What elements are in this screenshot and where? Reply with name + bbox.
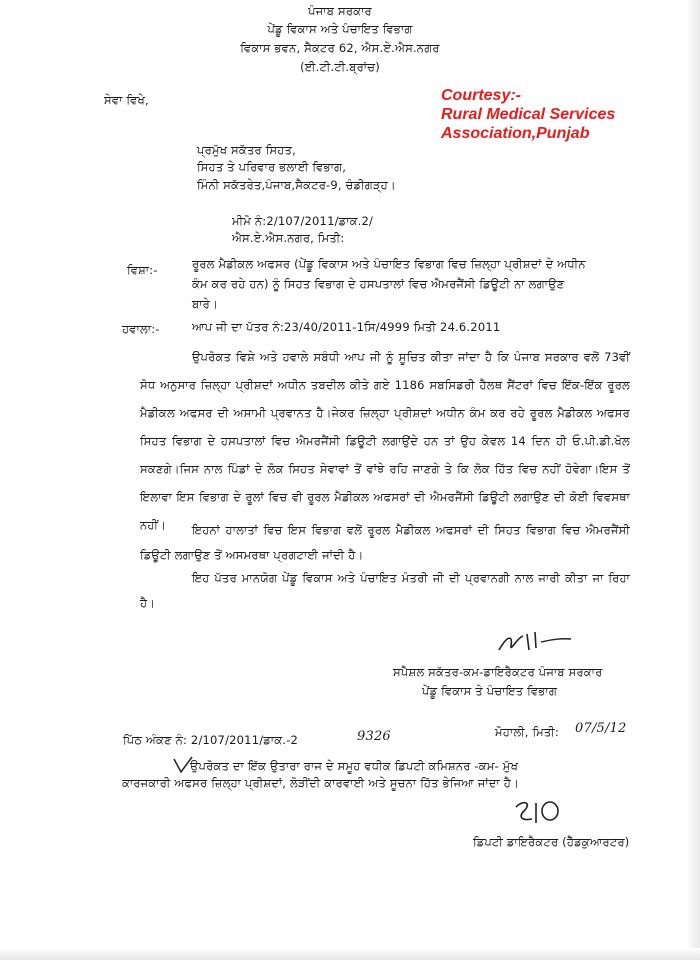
addressee-line1: ਪ੍ਰਮੁੱਖ ਸਕੱਤਰ ਸਿਹਤ, [197,143,296,157]
deputy-director-designation: ਡਿਪਟੀ ਡਾਇਰੈਕਟਰ (ਹੈੱਡਕੁਆਰਟਰ) [473,835,630,849]
courtesy-org-line2: Association,Punjab [441,125,590,142]
salutation: ਸੇਵਾ ਵਿਖੇ, [104,93,149,107]
endorsement-handwritten-date: 07/5/12 [575,721,627,736]
memo-number: ਮੀਮੋ ਨੰ:2/107/2011/ਡਾਕ.2/ [232,214,374,228]
memo-place-date: ਐਸ.ਏ.ਐਸ.ਨਗਰ, ਮਿਤੀ: [232,231,345,245]
endorsement-line1: ਉਪਰੋਕਤ ਦਾ ਇੱਕ ਉਤਾਰਾ ਰਾਜ ਦੇ ਸਮੂਹ ਵਧੀਕ ਡਿਪਟੀ ਕਮਿਸ਼ਨਰ -ਕਮ- ਮੁੱਖ [190,759,519,773]
header-address: ਵਿਕਾਸ ਭਵਨ, ਸੈਕਟਰ 62, ਐਸ.ਏ.ਐਸ.ਨਗਰ [240,41,440,55]
subject-line1: ਰੂਰਲ ਮੈਡੀਕਲ ਅਫਸਰ (ਪੇਂਡੂ ਵਿਕਾਸ ਅਤੇ ਪੰਚਾਇਤ ਵਿਭਾਗ ਵਿਚ ਜ਼ਿਲ੍ਹਾ ਪ੍ਰੀਸ਼ਦਾਂ ਦੇ ਅਧੀਨ [192,257,586,271]
subject-line2: ਕੰਮ ਕਰ ਰਹੇ ਹਨ) ਨੂੰ ਸਿਹਤ ਵਿਭਾਗ ਦੇ ਹਸਪਤਾਲਾਂ ਵਿਚ ਐਮਰਜੈਂਸੀ ਡਿਊਟੀ ਨਾ ਲਗਾਉਣ [192,277,565,291]
reference-label: ਹਵਾਲਾ:- [122,322,160,336]
courtesy-watermark [441,86,615,143]
addressee-line3: ਮਿੰਨੀ ਸਕੱਤਰੇਤ,ਪੰਜਾਬ,ਸੈਕਟਰ-9, ਚੰਡੀਗੜ੍ਹ। [197,178,396,192]
courtesy-org-line1: Rural Medical Services [441,106,616,123]
addressee-line2: ਸਿਹਤ ਤੇ ਪਰਿਵਾਰ ਭਲਾਈ ਵਿਭਾਗ, [197,160,347,174]
subject-line3: ਬਾਰੇ। [192,297,218,311]
endorsement-place-date: ਮੋਹਾਲੀ, ਮਿਤੀ: [495,725,560,739]
endorsement-handwritten-number: 9326 [357,729,391,744]
signatory-designation: ਸਪੈਸ਼ਲ ਸਕੱਤਰ-ਕਮ-ਡਾਇਰੈਕਟਰ ਪੰਜਾਬ ਸਰਕਾਰ [393,665,603,679]
header-government: ਪੰਜਾਬ ਸਰਕਾਰ [308,4,372,18]
endorsement-line2: ਕਾਰਜਕਾਰੀ ਅਫਸਰ ਜ਼ਿਲ੍ਹਾ ਪ੍ਰੀਸ਼ਦਾਂ, ਲੋੜੀਂਦੀ ਕਾਰਵਾਈ ਅਤੇ ਸੂਚਨਾ ਹਿੱਤ ਭੇਜਿਆ ਜਾਂਦਾ ਹੈ। [122,776,519,790]
body-paragraph-3: ਇਹ ਪੱਤਰ ਮਾਨਯੋਗ ਪੇਂਡੂ ਵਿਕਾਸ ਅਤੇ ਪੰਚਾਇਤ ਮੰਤਰੀ ਜੀ ਦੀ ਪ੍ਰਵਾਨਗੀ ਨਾਲ ਜਾਰੀ ਕੀਤਾ ਜਾ ਰਿਹਾ ਹੈ। [140,571,630,610]
courtesy-label: Courtesy:- [441,87,522,104]
signature-director [495,628,575,660]
body-paragraph-1: ਉਪਰੋਕਤ ਵਿਸ਼ੇ ਅਤੇ ਹਵਾਲੇ ਸਬੰਧੀ ਆਪ ਜੀ ਨੂੰ ਸੂਚਿਤ ਕੀਤਾ ਜਾਂਦਾ ਹੈ ਕਿ ਪੰਜਾਬ ਸਰਕਾਰ ਵਲੋਂ 73ਵੀਂ ਸੋਧ ਅਨੁਸਾਰ ਜ਼ਿਲ੍ਹਾ ਪ੍ਰੀਸ਼ਦਾਂ ਅਧੀਨ ਤਬਦੀਲ ਕੀਤੇ ਗਏ 1186 ਸਬਸਿਡਰੀ ਹੈਲਥ ਸੈਂਟਰਾਂ ਵਿਚ ਇੱਕ-ਇੱਕ ਰੂਰਲ ਮੈਡੀਕਲ ਅਫਸਰ ਦੀ ਅਸਾਮੀ ਪ੍ਰਵਾਨਤ ਹੈ।ਜੇਕਰ ਜ਼ਿਲ੍ਹਾ ਪ੍ਰੀਸ਼ਦਾਂ ਅਧੀਨ ਕੰਮ ਕਰ ਰਹੇ ਰੂਰਲ ਮੈਡੀਕਲ ਅਫਸਰ ਸਿਹਤ ਵਿਭਾਗ ਦੇ ਹਸਪਤਾਲਾਂ ਵਿਚ ਐਮਰਜੈਂਸੀ ਡਿਊਟੀ ਲਗਾਉਂਦੇ ਹਨ ਤਾਂ ਉਹ ਕੇਵਲ 14 ਦਿਨ ਹੀ ਓ.ਪੀ.ਡੀ.ਖੋਲ ਸਕਣਗੇ।ਜਿਸ ਨਾਲ ਪਿੰਡਾਂ ਦੇ ਲੋਕ ਸਿਹਤ ਸੇਵਾਵਾਂ ਤੋਂ ਵਾਂਝੇ ਰਹਿ ਜਾਣਗੇ ਤੇ ਕਿ ਲੋਕ ਹਿੱਤ ਵਿਚ ਨਹੀਂ ਹੋਵੇਗਾ।ਇਸ ਤੋਂ ਇਲਾਵਾ ਇਸ ਵਿਭਾਗ ਦੇ ਰੂਲਾਂ ਵਿਚ ਵੀ ਰੂਰਲ ਮੈਡੀਕਲ ਅਫਸਰਾਂ ਦੀ ਐਮਰਜੈਂਸੀ ਡਿਊਟੀ ਲਗਾਉਣ ਦੀ ਕੋਈ ਵਿਵਸਥਾ ਨਹੀਂ। [140,350,630,532]
signature-deputy-director [510,797,570,831]
page-edge-shadow-right [686,0,700,960]
header-branch: (ਈ.ਟੀ.ਟੀ.ਬ੍ਰਾਂਚ) [300,60,380,74]
body-paragraph-2: ਇਹਨਾਂ ਹਾਲਾਤਾਂ ਵਿਚ ਇਸ ਵਿਭਾਗ ਵਲੋਂ ਰੂਰਲ ਮੈਡੀਕਲ ਅਫਸਰਾਂ ਦੀ ਸਿਹਤ ਵਿਭਾਗ ਵਿਚ ਐਮਰਜੈਂਸੀ ਡਿਊਟੀ ਲਗਾਉਣ ਤੋਂ ਅਸਮਰਥਾ ਪ੍ਰਗਟਾਈ ਜਾਂਦੀ ਹੈ। [140,523,630,562]
reference-text: ਆਪ ਜੀ ਦਾ ਪੱਤਰ ਨੰ:23/40/2011-1ਸਿ/4999 ਮਿਤੀ 24.6.2011 [192,320,501,334]
endorsement-number: ਪਿੱਠ ਅੰਕਣ ਨੰ: 2/107/2011/ਡਾਕ.-2 [123,733,299,747]
signatory-department: ਪੇਂਡੂ ਵਿਕਾਸ ਤੇ ਪੰਚਾਇਤ ਵਿਭਾਗ [422,684,558,698]
header-department: ਪੇਂਡੂ ਵਿਕਾਸ ਅਤੇ ਪੰਚਾਇਤ ਵਿਭਾਗ [267,22,413,36]
page-edge-shadow-bottom [0,948,700,960]
subject-label: ਵਿਸ਼ਾ:- [127,263,158,277]
